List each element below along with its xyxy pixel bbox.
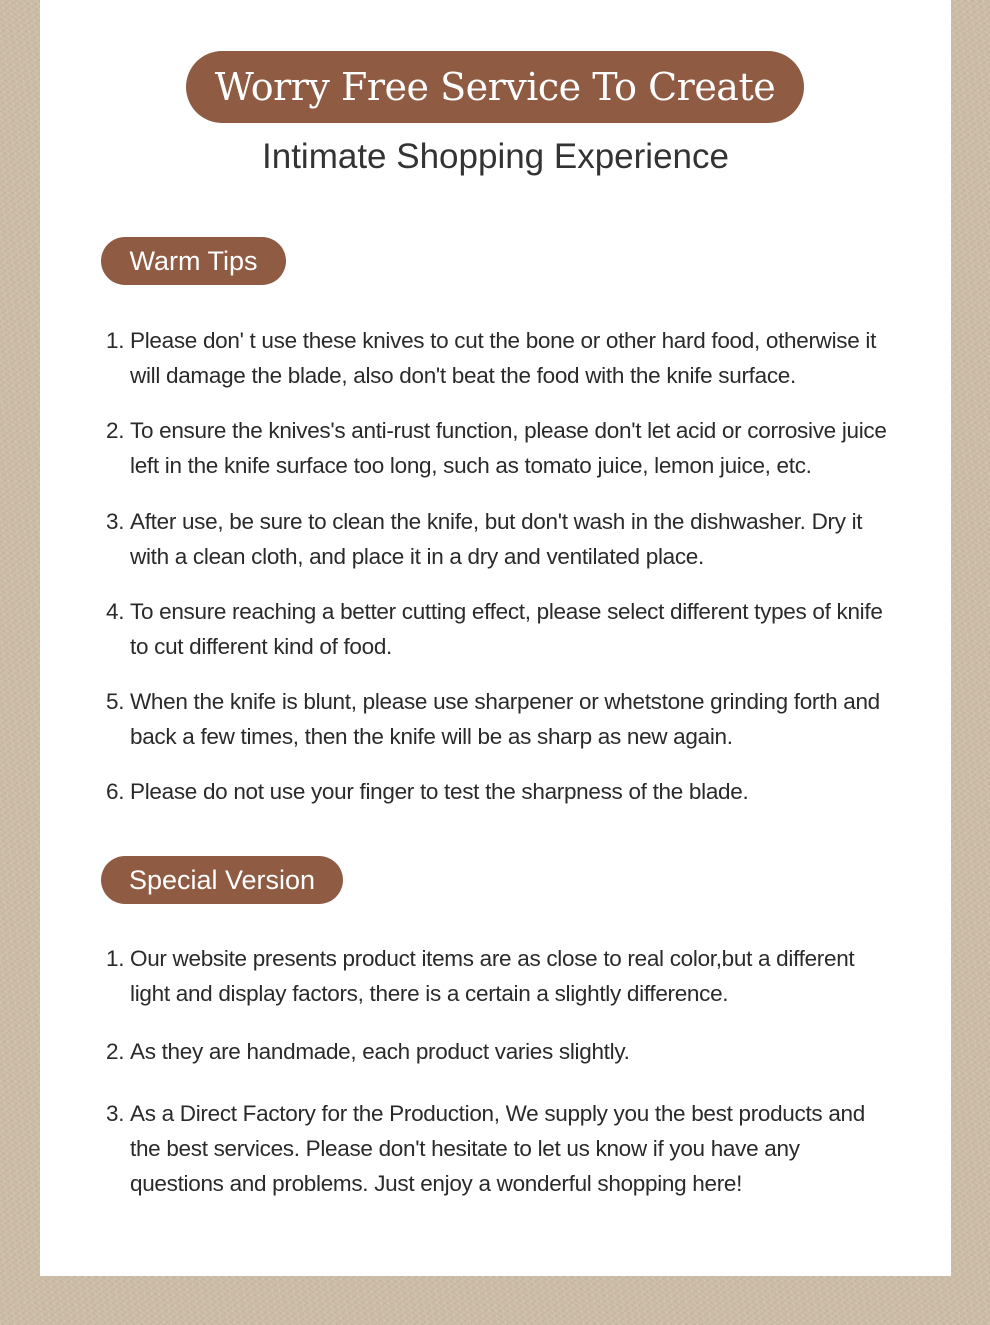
tip-number: 6.: [106, 779, 125, 804]
hero-banner: [186, 51, 804, 123]
warm-tips-heading-label: Warm Tips: [129, 245, 258, 276]
warm-tips-heading: [101, 237, 286, 285]
warm-tip-item: [106, 413, 896, 483]
item-text: As a Direct Factory for the Production, We supply you the best products and the best services. Please don't hesitate to let us know if you have any questions and problems. Just enjoy a wonderful shopping here!: [130, 1101, 865, 1196]
tip-number: 3.: [106, 509, 125, 534]
hero-subtitle: Intimate Shopping Experience: [262, 137, 729, 176]
warm-tip-item: [106, 504, 896, 574]
tip-number: 1.: [106, 328, 125, 353]
warm-tip-item: [106, 684, 896, 754]
special-version-item: [106, 1034, 896, 1069]
tip-text: To ensure reaching a better cutting effect, please select different types of knife to cut different kind of food.: [130, 599, 883, 659]
tip-number: 5.: [106, 689, 125, 714]
special-version-item: [106, 941, 896, 1011]
tip-text: Please do not use your finger to test the sharpness of the blade.: [130, 779, 749, 804]
special-version-heading-label: Special Version: [128, 864, 316, 895]
special-version-heading: [101, 856, 343, 904]
tip-text: After use, be sure to clean the knife, but don't wash in the dishwasher. Dry it with a clean cloth, and place it in a dry and ventilated place.: [130, 509, 863, 569]
item-text: Our website presents product items are as close to real color,but a different light and display factors, there is a certain a slightly difference.: [130, 946, 855, 1006]
tip-text: To ensure the knives's anti-rust function, please don't let acid or corrosive juice left in the knife surface too long, such as tomato juice, lemon juice, etc.: [130, 418, 887, 478]
tip-text: When the knife is blunt, please use sharpener or whetstone grinding forth and back a few times, then the knife will be as sharp as new again.: [130, 689, 880, 749]
tip-text: Please don' t use these knives to cut the bone or other hard food, otherwise it will damage the blade, also don't beat the food with the knife surface.: [130, 328, 877, 388]
special-version-item: [106, 1096, 896, 1201]
item-number: 2.: [106, 1039, 125, 1064]
item-number: 1.: [106, 946, 125, 971]
content-card: [40, 0, 951, 1276]
warm-tip-item: [106, 323, 896, 393]
tip-number: 2.: [106, 418, 125, 443]
item-text: As they are handmade, each product varies slightly.: [130, 1039, 630, 1064]
item-number: 3.: [106, 1101, 125, 1126]
tip-number: 4.: [106, 599, 125, 624]
hero-title: Worry Free Service To Create: [214, 65, 776, 109]
warm-tip-item: [106, 594, 896, 664]
warm-tip-item: [106, 774, 896, 809]
